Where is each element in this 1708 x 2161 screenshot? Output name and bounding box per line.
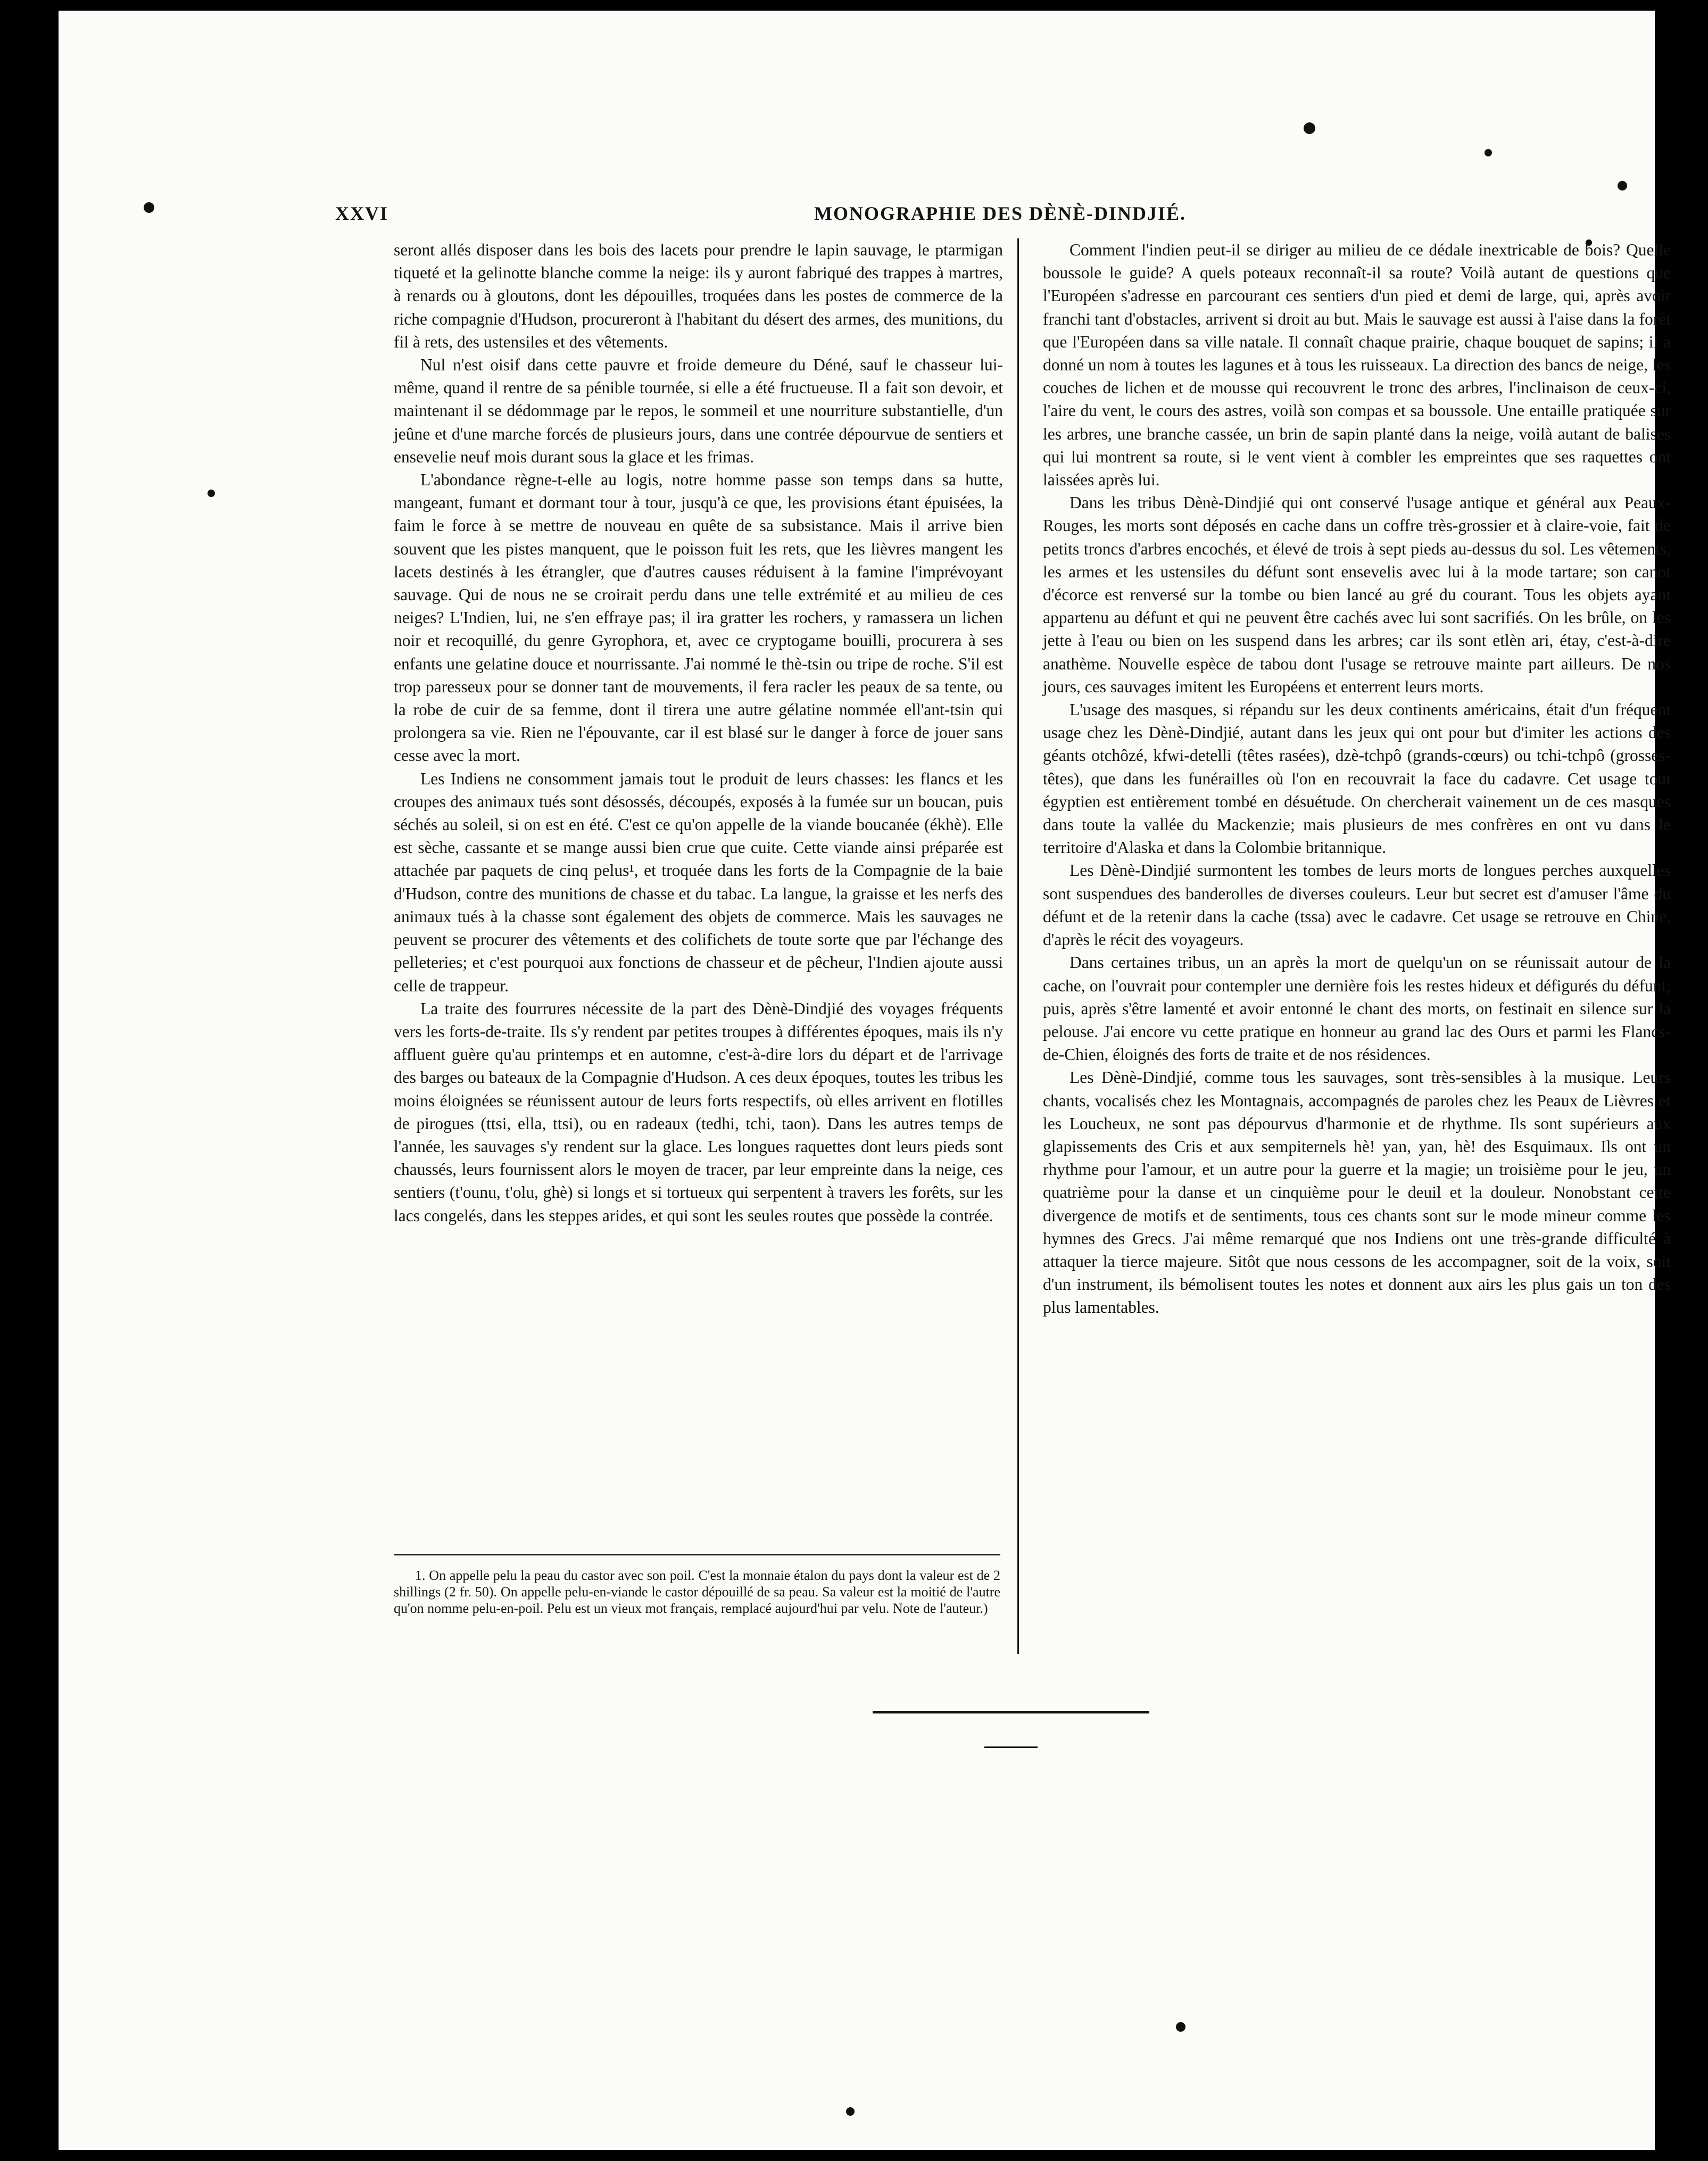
footnote <box>394 1567 1000 1617</box>
paragraph: Les Indiens ne consomment jamais tout le produit de leurs chasses: les flancs et les croupes des animaux tués sont désossés, découpés, exposés à la fumée sur un boucan, puis séchés au soleil, si on est en été. C'est ce qu'on appelle de la viande boucanée (ékhè). Elle est sèche, cassante et se mange aussi bien crue que cuite. Cette viande ainsi préparée est attachée par paquets de cinq pelus¹, et troquée dans les forts de la Compagnie de la baie d'Hudson, contre des munitions de chasse et du tabac. La langue, la graisse et les nerfs des animaux tués à la chasse sont également des objets de commerce. Mais les sauvages ne peuvent se procurer des vêtements et des colifichets de toute sorte que par l'échange des pelleteries; et c'est pourquoi aux fonctions de chasseur et de pêcheur, l'Indien ajoute aussi celle de trappeur. <box>394 769 1003 995</box>
paragraph: L'usage des masques, si répandu sur les deux continents américains, était d'un fréquent usage chez les Dènè-Dindjié, autant dans les jeux qui ont pour but d'imiter les actions des géants otchôzé, kfwi-detelli (têtes rasées), dzè-tchpô (grands-cœurs) ou tchi-tchpô (grosses-têtes), que dans les funérailles où l'on en recouvrait la face du cadavre. Cet usage tout égyptien est entièrement tombé en désuétude. On chercherait vainement un de ces masques dans toute la vallée du Mackenzie; mais plusieurs de mes confrères en ont vu dans le territoire d'Alaska et dans la Colombie britannique. <box>1043 700 1671 857</box>
footnote-text: 1. On appelle pelu la peau du castor avec son poil. C'est la monnaie étalon du pays dont la valeur est de 2 shillings (2 fr. 50). On appelle pelu-en-viande le castor dépouillé de sa peau. Sa valeur est la moitié de l'autre qu'on nomme pelu-en-poil. Pelu est un vieux mot français, remplacé aujourd'hui par velu. Note de l'auteur.) <box>394 1568 1000 1616</box>
scan-speck <box>1618 181 1627 191</box>
left-column <box>394 238 1003 1516</box>
paragraph: Les Dènè-Dindjié, comme tous les sauvages, sont très-sensibles à la musique. Leurs chants, vocalisés chez les Montagnais, accompagnés de paroles chez les Peaux de Lièvres et les Loucheux, ne sont pas dépourvus d'harmonie et de rhythme. Ils sont supérieurs aux glapissements des Cris et aux sempiternels hè! yan, yan, hè! des Esquimaux. Ils ont un rhythme pour l'amour, et un autre pour la guerre et la magie; un troisième pour le jeu, un quatrième pour la danse et un cinquième pour le deuil et la douleur. Nonobstant cette divergence de motifs et de sentiments, tous ces chants sont sur le mode mineur comme les hymnes des Grecs. J'ai même remarqué que nos Indiens ont une très-grande difficulté à attaquer la tierce majeure. Sitôt que nous cessons de les accompagner, soit de la voix, soit d'un instrument, ils bémolisent toutes les notes et donnent aux airs les plus gais un ton des plus lamentables. <box>1043 1068 1671 1317</box>
footnote-rule <box>394 1554 1000 1555</box>
column-divider <box>1017 238 1019 1654</box>
paragraph: Dans certaines tribus, un an après la mort de quelqu'un on se réunissait autour de la cache, on l'ouvrait pour contempler une dernière fois les restes hideux et défigurés du défunt; puis, après s'être lamenté et avoir entonné le chant des morts, on festinait en silence sur la pelouse. J'ai encore vu cette pratique en honneur au grand lac des Ours et parmi les Flancs-de-Chien, éloignés des forts de traite et de nos résidences. <box>1043 953 1671 1064</box>
right-column <box>1043 238 1671 1649</box>
page-number: XXVI <box>335 203 389 224</box>
section-end-rule-short <box>984 1746 1038 1748</box>
paragraph: Nul n'est oisif dans cette pauvre et froide demeure du Déné, sauf le chasseur lui-même, quand il rentre de sa pénible tournée, si elle a été fructueuse. Il a fait son devoir, et maintenant il se dédommage par le repos, le sommeil et une nourriture substantielle, d'un jeûne et d'une marche forcés de plusieurs jours, dans une contrée dépourvue de sentiers et ensevelie neuf mois durant sous la glace et les frimas. <box>394 355 1003 466</box>
scan-speck <box>1176 2022 1185 2032</box>
scan-speck <box>1304 122 1315 134</box>
paragraph: Les Dènè-Dindjié surmontent les tombes de leurs morts de longues perches auxquelles sont suspendues des banderolles de diverses couleurs. Leur but secret est d'amuser l'âme du défunt et de la retenir dans la cache (tssa) avec le cadavre. Cet usage se retrouve en Chine, d'après le récit des voyageurs. <box>1043 861 1671 949</box>
paragraph: Comment l'indien peut-il se diriger au milieu de ce dédale inextricable de bois? Quelle boussole le guide? A quels poteaux reconnaît-il sa route? Voilà autant de questions que l'Européen s'adresse en parcourant ces sentiers d'un pied et demi de large, qui, après avoir franchi tant d'obstacles, arrivent si droit au but. Mais le sauvage est aussi à l'aise dans la forêt que l'Européen dans sa ville natale. Il connaît chaque prairie, chaque bouquet de sapins; il a donné un nom à toutes les lagunes et à tous les ruisseaux. La direction des bancs de neige, les couches de lichen et de mousse qui recouvrent le tronc des arbres, l'inclinaison de ceux-ci, l'aire du vent, le cours des astres, voilà son compas et sa boussole. Une entaille pratiquée sur les arbres, une branche cassée, un brin de sapin planté dans la neige, voilà autant de balises qui lui montrent sa route, si le vent vient à combler les empreintes que ses raquettes ont laissées après lui. <box>1043 241 1671 490</box>
paragraph: seront allés disposer dans les bois des lacets pour prendre le lapin sauvage, le ptarmigan tiqueté et la gelinotte blanche comme la neige: ils y auront fabriqué des trappes à martres, à renards ou à gloutons, dont les dépouilles, troquées dans les postes de commerce de la riche compagnie d'Hudson, procureront à l'habitant du désert des armes, des munitions, du fil à rets, des ustensiles et des vêtements. <box>394 241 1003 351</box>
scan-speck <box>144 202 154 213</box>
scan-speck <box>208 490 215 497</box>
scan-speck <box>1485 149 1492 156</box>
section-end-rule <box>873 1711 1149 1713</box>
paragraph: La traite des fourrures nécessite de la part des Dènè-Dindjié des voyages fréquents vers les forts-de-traite. Ils s'y rendent par petites troupes à différentes époques, mais ils n'y affluent guère qu'au printemps et en automne, c'est-à-dire lors du départ et de l'arrivage des barges ou bateaux de la Compagnie d'Hudson. A ces deux époques, toutes les tribus les moins éloignées se réunissent autour de leurs forts respectifs, où elles arrivent en flotilles de pirogues (ttsi, ella, ttsi), ou en radeaux (tedhi, tchi, taon). Dans les autres temps de l'année, les sauvages s'y rendent sur la glace. Les longues raquettes dont leurs pieds sont chaussés, leurs fournissent alors le moyen de tracer, par leur empreinte dans la neige, ces sentiers (t'ounu, t'olu, ghè) si longs et si tortueux qui serpentent à travers les forêts, sur les lacs congelés, dans les steppes arides, et qui sont les seules routes que possède la contrée. <box>394 999 1003 1225</box>
scan-speck <box>846 2107 855 2116</box>
paragraph: Dans les tribus Dènè-Dindjié qui ont conservé l'usage antique et général aux Peaux-Rouges, les morts sont déposés en cache dans un coffre très-grossier et à claire-voie, fait de petits troncs d'arbres encochés, et élevé de trois à sept pieds au-dessus du sol. Les vêtements, les armes et les ustensiles du défunt sont ensevelis avec lui à la mode tartare; son canot d'écorce est renversé sur la tombe ou bien lancé au gré du courant. Tous les objets ayant appartenu au défunt et qui ne peuvent être cachés avec lui sont sacrifiés. On les brûle, on les jette à l'eau ou bien on les suspend dans les arbres; car ils sont etlèn ari, étay, c'est-à-dire anathème. Nouvelle espèce de tabou dont l'usage se retrouve mainte part ailleurs. De nos jours, ces sauvages imitent les Européens et enterrent leurs morts. <box>1043 493 1671 696</box>
paragraph: L'abondance règne-t-elle au logis, notre homme passe son temps dans sa hutte, mangeant, fumant et dormant tour à tour, jusqu'à ce que, les provisions étant épuisées, la faim le force à se mettre de nouveau en quête de sa subsistance. Mais il arrive bien souvent que les pistes manquent, que le poisson fuit les rets, que les lièvres mangent les lacets destinés à les étrangler, que d'autres causes réduisent à la famine l'imprévoyant sauvage. Qui de nous ne se croirait perdu dans une telle extrémité et au milieu de ces neiges? L'Indien, lui, ne s'en effraye pas; il ira gratter les rochers, y ramassera un lichen noir et recoquillé, du genre Gyrophora, et, avec ce cryptogame bouilli, procurera à ses enfants une gelatine douce et nourrissante. J'ai nommé le thè-tsin ou tripe de roche. S'il est trop paresseux pour se donner tant de mouvements, il fera racler les peaux de sa tente, ou la robe de cuir de sa femme, dont il tirera une autre gélatine nommée ell'ant-tsin qui prolongera sa vie. Rien ne l'épouvante, car il est blasé sur le danger à force de jouer sans cesse avec la mort. <box>394 470 1003 765</box>
running-title: MONOGRAPHIE DES DÈNÈ-DINDJIÉ. <box>814 203 1187 224</box>
running-header <box>335 197 1697 234</box>
